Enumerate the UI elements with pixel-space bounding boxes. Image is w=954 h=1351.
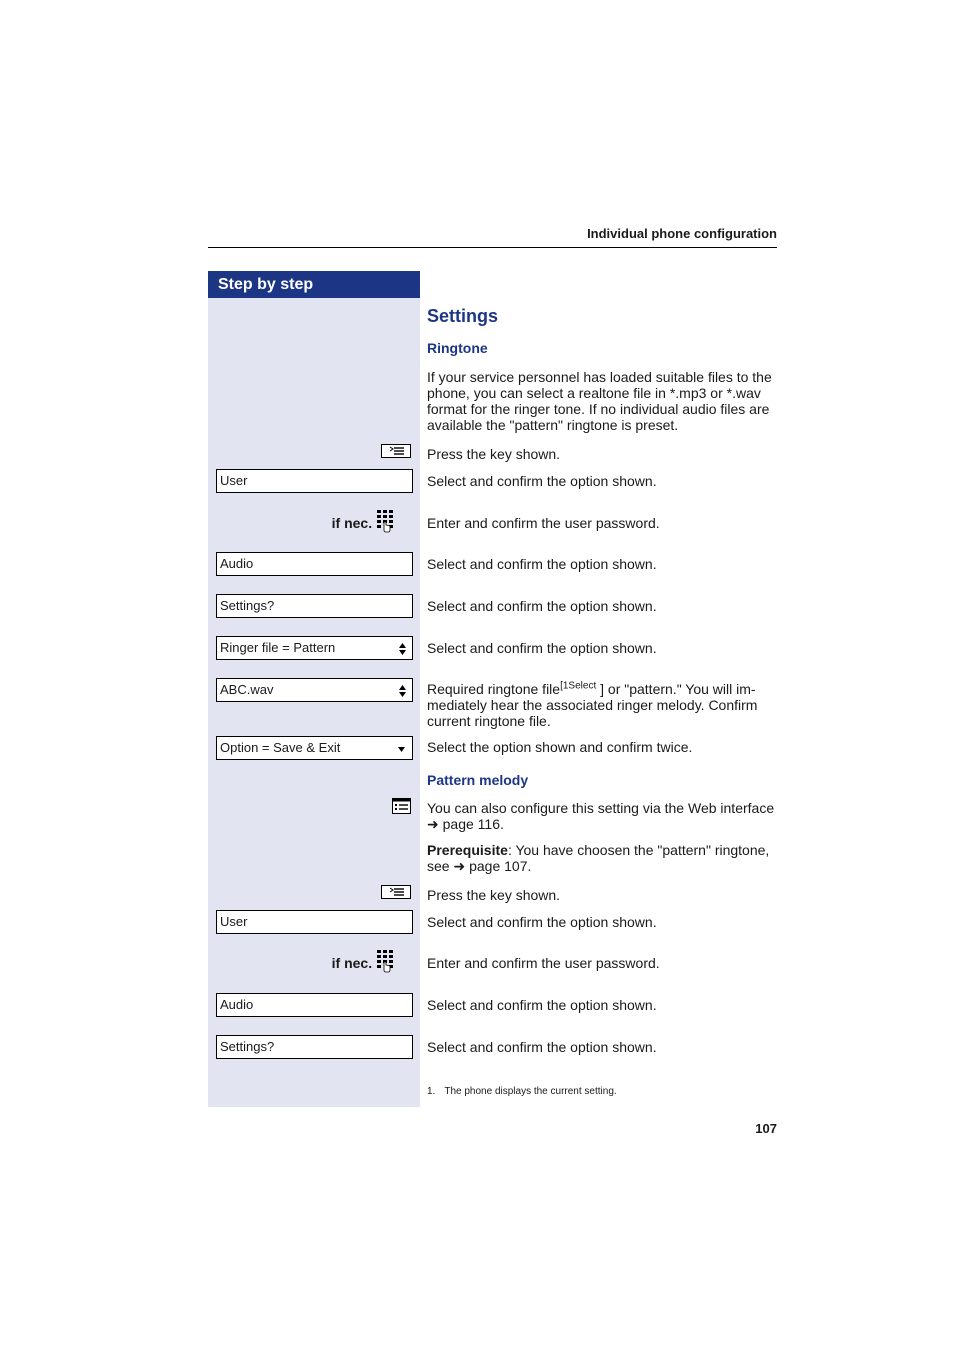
down-arrow-icon [398,747,405,752]
option-label: Settings? [220,1039,275,1054]
display-option-settings[interactable] [216,594,413,618]
display-option-settings[interactable] [216,1035,413,1059]
arrow-right-icon: ➜ [427,816,439,832]
step-text: Select and confirm the option shown. [427,914,657,930]
step-text: Select and confirm the option shown. [427,473,657,489]
step-text: Select and confirm the option shown. [427,640,657,656]
display-option-save-exit[interactable] [216,736,413,760]
arrow-right-icon: ➜ [453,858,466,874]
display-option-audio[interactable] [216,993,413,1017]
if-nec-keypad [332,949,394,973]
display-option-ringer-file[interactable] [216,636,413,660]
display-option-abc-wav[interactable] [216,678,413,702]
step-column [208,298,420,1107]
step-text: Enter and confirm the user password. [427,515,660,531]
step-text: Select and confirm the option shown. [427,556,657,572]
web-interface-icon [392,798,411,814]
display-option-audio[interactable] [216,552,413,576]
option-label: Ringer file = Pattern [220,640,336,655]
page-link[interactable]: page 107. [469,858,532,874]
chapter-title: Individual phone configuration [587,226,777,241]
display-option-user[interactable] [216,469,413,493]
web-note-text: You can also configure this setting via the Web interface [427,800,775,816]
ringtone-text-cont: ] or "pattern." You will immediately hear the associated ringer melody. Confirm current ringtone file. [427,681,758,729]
option-label: ABC.wav [220,682,274,697]
page-link[interactable]: page 116. [442,816,504,832]
footnote [427,1086,617,1097]
header-rule [208,247,777,248]
pattern-heading: Pattern melody [427,772,529,788]
step-text: Select the option shown and confirm twice. [427,739,693,755]
step-text [427,681,779,729]
menu-key-icon [381,885,411,899]
step-text: Select and confirm the option shown. [427,598,657,614]
step-text: Press the key shown. [427,446,561,462]
web-interface-note [427,800,779,832]
footnote-text: The phone displays the current setting. [444,1086,617,1097]
keypad-icon [376,509,394,533]
ringtone-intro: If your service personnel has loaded suitable files to the phone, you can select a realtone file in *.mp3 or *.wav format for the ringer tone. If no individual audio files are available the "pattern" ringtone is preset. [427,369,772,433]
ringtone-text: Required ringtone file [427,681,561,697]
section-title: Settings [427,306,499,326]
if-nec-keypad [332,509,394,533]
prerequisite-note [427,842,779,874]
footnote-ref: [1Select [560,680,597,692]
option-label: User [220,473,248,488]
step-by-step-heading: Step by step [208,271,420,298]
step-text: Press the key shown. [427,887,561,903]
up-down-arrow-icon [399,643,406,655]
option-label: Audio [220,556,254,571]
step-text: Enter and confirm the user password. [427,955,660,971]
step-text: Select and confirm the option shown. [427,997,657,1013]
ringtone-heading: Ringtone [427,340,488,356]
prerequisite-label: Prerequisite [427,842,508,858]
keypad-icon [376,949,394,973]
option-label: Option = Save & Exit [220,740,341,755]
step-text: Select and confirm the option shown. [427,1039,657,1055]
option-label: Audio [220,997,254,1012]
up-down-arrow-icon [399,685,406,697]
display-option-user[interactable] [216,910,413,934]
if-nec-label: if nec. [331,515,373,531]
option-label: User [220,914,248,929]
page-number: 107 [755,1121,777,1136]
option-label: Settings? [220,598,275,613]
if-nec-label: if nec. [331,955,373,971]
prerequisite-text: : You have choosen the "pattern" ringtone, see [427,842,770,874]
menu-key-icon [381,444,411,458]
footnote-number: 1. [427,1086,436,1097]
